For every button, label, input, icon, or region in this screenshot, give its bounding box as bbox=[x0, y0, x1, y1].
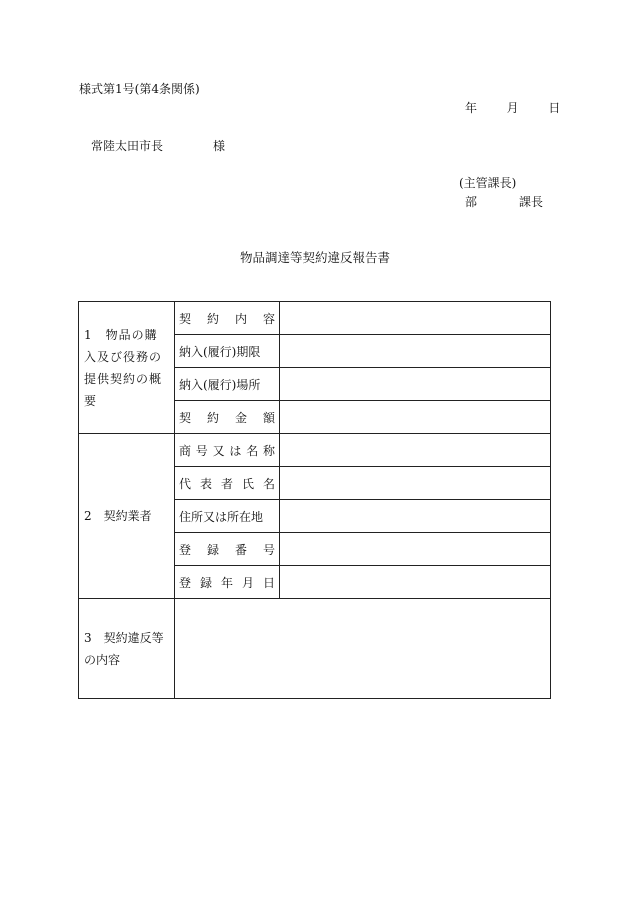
section-chief-label: 課長 bbox=[519, 195, 544, 209]
date-year: 年 bbox=[465, 101, 478, 115]
value-registration-date[interactable] bbox=[280, 566, 551, 599]
value-violation-details[interactable] bbox=[175, 599, 551, 699]
value-representative[interactable] bbox=[280, 467, 551, 500]
dept-head-label: (主管課長) bbox=[459, 176, 517, 190]
honorific: 様 bbox=[213, 139, 226, 153]
section-1-heading: 1 物品の購入及び役務の提供契約の概要 bbox=[79, 302, 175, 434]
row-label-representative bbox=[175, 467, 280, 500]
table-row bbox=[79, 599, 551, 699]
row-label-delivery-place: 納入(履行)場所 bbox=[175, 368, 280, 401]
label-text: 登 録 番 号 bbox=[179, 542, 275, 557]
row-label-address: 住所又は所在地 bbox=[175, 500, 280, 533]
value-delivery-place[interactable] bbox=[280, 368, 551, 401]
dept-label: 部 bbox=[465, 195, 478, 209]
addressee-line bbox=[91, 137, 225, 154]
row-label-registration-date bbox=[175, 566, 280, 599]
value-company-name[interactable] bbox=[280, 434, 551, 467]
label-text: 契 約 内 容 bbox=[179, 311, 275, 326]
addressee: 常陸太田市長 bbox=[91, 139, 164, 153]
value-delivery-deadline[interactable] bbox=[280, 335, 551, 368]
label-text: 契 約 金 額 bbox=[179, 410, 275, 425]
label-text: 代 表 者 氏 名 bbox=[179, 476, 275, 491]
date-line bbox=[465, 99, 560, 116]
table-row bbox=[79, 302, 551, 335]
form-number: 様式第1号(第4条関係) bbox=[79, 82, 200, 96]
row-label-contract-content bbox=[175, 302, 280, 335]
section-2-heading: 2 契約業者 bbox=[79, 434, 175, 599]
row-label-delivery-deadline: 納入(履行)期限 bbox=[175, 335, 280, 368]
label-text: 商 号 又 は 名 称 bbox=[179, 443, 275, 458]
dept-line bbox=[465, 193, 543, 210]
report-table bbox=[78, 301, 551, 699]
row-label-registration-number bbox=[175, 533, 280, 566]
section-3-heading: 3 契約違反等の内容 bbox=[79, 599, 175, 699]
row-label-contract-amount bbox=[175, 401, 280, 434]
table-row bbox=[79, 434, 551, 467]
row-label-company-name bbox=[175, 434, 280, 467]
value-contract-content[interactable] bbox=[280, 302, 551, 335]
value-registration-number[interactable] bbox=[280, 533, 551, 566]
date-day: 日 bbox=[548, 101, 561, 115]
document-title: 物品調達等契約違反報告書 bbox=[239, 250, 390, 265]
value-contract-amount[interactable] bbox=[280, 401, 551, 434]
date-month: 月 bbox=[506, 101, 519, 115]
value-address[interactable] bbox=[280, 500, 551, 533]
label-text: 登 録 年 月 日 bbox=[179, 575, 275, 590]
